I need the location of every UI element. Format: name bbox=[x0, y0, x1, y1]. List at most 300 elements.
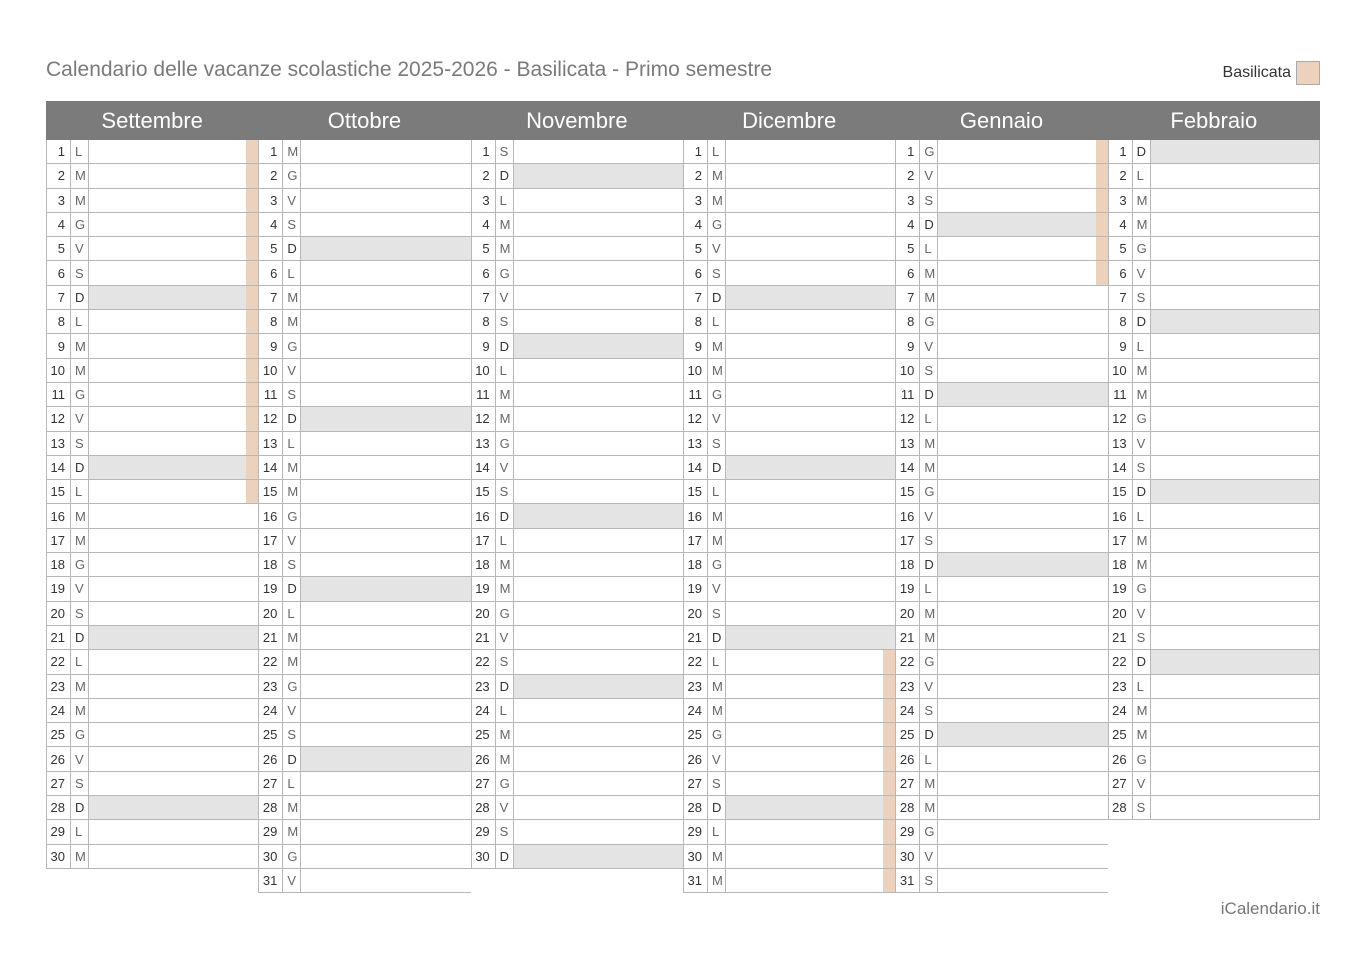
day-note bbox=[938, 480, 1107, 503]
day-note bbox=[514, 261, 683, 284]
day-number: 20 bbox=[471, 602, 496, 625]
weekday-letter: G bbox=[71, 383, 89, 406]
day-note bbox=[301, 820, 470, 843]
weekday-letter: M bbox=[708, 164, 726, 187]
day-note bbox=[89, 723, 258, 746]
day-note bbox=[726, 553, 895, 576]
day-note bbox=[938, 286, 1107, 309]
day-note bbox=[89, 456, 258, 479]
day-number: 8 bbox=[46, 310, 71, 333]
weekday-letter: G bbox=[496, 602, 514, 625]
day-row bbox=[895, 553, 1107, 577]
day-number: 18 bbox=[1108, 553, 1133, 576]
day-row bbox=[471, 359, 683, 383]
day-row bbox=[895, 407, 1107, 431]
day-number: 7 bbox=[683, 286, 708, 309]
day-row bbox=[683, 650, 895, 674]
day-row bbox=[1108, 359, 1320, 383]
weekday-letter: V bbox=[1133, 432, 1151, 455]
weekday-letter: S bbox=[496, 310, 514, 333]
day-row bbox=[258, 359, 470, 383]
day-number: 3 bbox=[46, 189, 71, 212]
day-note bbox=[938, 407, 1107, 430]
day-row bbox=[471, 310, 683, 334]
day-number: 13 bbox=[258, 432, 283, 455]
day-note bbox=[301, 772, 470, 795]
day-row bbox=[1108, 334, 1320, 358]
day-row bbox=[471, 820, 683, 844]
weekday-letter: L bbox=[71, 650, 89, 673]
day-note bbox=[726, 529, 895, 552]
day-row bbox=[258, 626, 470, 650]
day-note bbox=[514, 383, 683, 406]
day-number: 1 bbox=[895, 140, 920, 163]
day-row bbox=[683, 869, 895, 893]
day-number: 19 bbox=[1108, 577, 1133, 600]
weekday-letter: G bbox=[708, 723, 726, 746]
day-number: 27 bbox=[683, 772, 708, 795]
day-note bbox=[301, 456, 470, 479]
day-number: 10 bbox=[1108, 359, 1133, 382]
day-row bbox=[1108, 699, 1320, 723]
weekday-letter: L bbox=[708, 650, 726, 673]
day-row bbox=[895, 456, 1107, 480]
weekday-letter: V bbox=[283, 189, 301, 212]
day-number: 2 bbox=[258, 164, 283, 187]
day-number: 28 bbox=[258, 796, 283, 819]
holiday-marker bbox=[246, 383, 258, 406]
weekday-letter: S bbox=[920, 699, 938, 722]
weekday-letter: S bbox=[71, 602, 89, 625]
weekday-letter: D bbox=[1133, 480, 1151, 503]
day-note bbox=[1151, 140, 1320, 163]
day-number: 28 bbox=[895, 796, 920, 819]
day-row bbox=[258, 869, 470, 893]
day-note bbox=[301, 310, 470, 333]
weekday-letter: D bbox=[496, 504, 514, 527]
month-column bbox=[683, 101, 895, 893]
month-header: Febbraio bbox=[1108, 101, 1320, 140]
day-number: 4 bbox=[1108, 213, 1133, 236]
day-number: 18 bbox=[46, 553, 71, 576]
weekday-letter: M bbox=[708, 504, 726, 527]
day-number: 23 bbox=[471, 675, 496, 698]
day-note bbox=[726, 432, 895, 455]
weekday-letter: M bbox=[920, 796, 938, 819]
day-row bbox=[471, 164, 683, 188]
weekday-letter: L bbox=[496, 699, 514, 722]
day-note bbox=[301, 286, 470, 309]
day-note bbox=[514, 456, 683, 479]
day-note bbox=[89, 480, 258, 503]
weekday-letter: M bbox=[920, 626, 938, 649]
weekday-letter: M bbox=[1133, 723, 1151, 746]
day-number: 30 bbox=[683, 845, 708, 868]
day-note bbox=[301, 189, 470, 212]
day-row bbox=[471, 626, 683, 650]
weekday-letter: G bbox=[1133, 747, 1151, 770]
day-row bbox=[471, 845, 683, 869]
legend bbox=[1223, 60, 1320, 86]
day-row bbox=[46, 650, 258, 674]
weekday-letter: S bbox=[708, 772, 726, 795]
day-note bbox=[1151, 772, 1320, 795]
weekday-letter: M bbox=[920, 456, 938, 479]
weekday-letter: G bbox=[283, 164, 301, 187]
weekday-letter: V bbox=[496, 796, 514, 819]
day-number: 21 bbox=[895, 626, 920, 649]
day-row bbox=[895, 747, 1107, 771]
weekday-letter: D bbox=[283, 577, 301, 600]
weekday-letter: S bbox=[283, 723, 301, 746]
day-note bbox=[301, 334, 470, 357]
day-number: 22 bbox=[895, 650, 920, 673]
day-row bbox=[471, 456, 683, 480]
day-note bbox=[301, 747, 470, 770]
day-note bbox=[514, 140, 683, 163]
day-number: 9 bbox=[683, 334, 708, 357]
day-number: 17 bbox=[895, 529, 920, 552]
weekday-letter: G bbox=[708, 553, 726, 576]
weekday-letter: D bbox=[920, 213, 938, 236]
weekday-letter: M bbox=[1133, 189, 1151, 212]
day-note bbox=[1151, 237, 1320, 260]
day-note bbox=[89, 820, 258, 843]
weekday-letter: S bbox=[708, 261, 726, 284]
weekday-letter: V bbox=[283, 359, 301, 382]
day-row bbox=[895, 820, 1107, 844]
day-number: 7 bbox=[258, 286, 283, 309]
weekday-letter: V bbox=[708, 747, 726, 770]
day-number: 25 bbox=[46, 723, 71, 746]
weekday-letter: L bbox=[283, 432, 301, 455]
day-note bbox=[301, 237, 470, 260]
day-row bbox=[46, 699, 258, 723]
weekday-letter: M bbox=[708, 675, 726, 698]
day-row bbox=[46, 383, 258, 407]
day-number: 27 bbox=[895, 772, 920, 795]
day-row bbox=[895, 261, 1107, 285]
day-row bbox=[683, 626, 895, 650]
day-number: 1 bbox=[683, 140, 708, 163]
holiday-marker bbox=[883, 723, 895, 746]
weekday-letter: L bbox=[283, 602, 301, 625]
weekday-letter: L bbox=[920, 747, 938, 770]
day-note bbox=[938, 626, 1107, 649]
day-note bbox=[301, 359, 470, 382]
weekday-letter: M bbox=[496, 237, 514, 260]
day-note bbox=[89, 553, 258, 576]
day-row bbox=[471, 675, 683, 699]
day-note bbox=[938, 796, 1107, 819]
day-row bbox=[1108, 577, 1320, 601]
day-note bbox=[1151, 699, 1320, 722]
day-number: 5 bbox=[471, 237, 496, 260]
day-note bbox=[301, 845, 470, 868]
day-row bbox=[258, 747, 470, 771]
day-number: 15 bbox=[46, 480, 71, 503]
weekday-letter: V bbox=[708, 407, 726, 430]
holiday-marker bbox=[246, 407, 258, 430]
day-number: 31 bbox=[258, 869, 283, 892]
day-note bbox=[89, 699, 258, 722]
month-header: Settembre bbox=[46, 101, 258, 140]
day-note bbox=[1151, 723, 1320, 746]
day-row bbox=[471, 140, 683, 164]
day-number: 11 bbox=[683, 383, 708, 406]
day-note bbox=[1151, 602, 1320, 625]
day-note bbox=[1151, 213, 1320, 236]
weekday-letter: M bbox=[920, 772, 938, 795]
day-note bbox=[726, 796, 895, 819]
day-number: 8 bbox=[1108, 310, 1133, 333]
day-row bbox=[895, 577, 1107, 601]
day-row bbox=[683, 189, 895, 213]
day-number: 16 bbox=[895, 504, 920, 527]
day-note bbox=[726, 699, 895, 722]
day-row bbox=[471, 213, 683, 237]
day-note bbox=[726, 407, 895, 430]
day-row bbox=[46, 286, 258, 310]
weekday-letter: M bbox=[283, 310, 301, 333]
day-number: 18 bbox=[258, 553, 283, 576]
day-row bbox=[471, 723, 683, 747]
day-row bbox=[895, 626, 1107, 650]
day-number: 27 bbox=[46, 772, 71, 795]
weekday-letter: V bbox=[708, 237, 726, 260]
day-note bbox=[726, 334, 895, 357]
weekday-letter: S bbox=[496, 650, 514, 673]
weekday-letter: M bbox=[708, 529, 726, 552]
day-row bbox=[683, 432, 895, 456]
weekday-letter: M bbox=[283, 626, 301, 649]
weekday-letter: S bbox=[1133, 286, 1151, 309]
weekday-letter: M bbox=[283, 286, 301, 309]
day-number: 5 bbox=[1108, 237, 1133, 260]
day-row bbox=[683, 699, 895, 723]
month-column bbox=[1108, 101, 1320, 893]
day-row bbox=[258, 723, 470, 747]
day-row bbox=[258, 772, 470, 796]
day-number: 14 bbox=[46, 456, 71, 479]
weekday-letter: G bbox=[283, 504, 301, 527]
day-row bbox=[683, 602, 895, 626]
day-number: 21 bbox=[1108, 626, 1133, 649]
day-note bbox=[514, 310, 683, 333]
day-row bbox=[46, 480, 258, 504]
day-row bbox=[471, 772, 683, 796]
day-number: 1 bbox=[258, 140, 283, 163]
day-note bbox=[89, 213, 258, 236]
day-note bbox=[514, 820, 683, 843]
day-row bbox=[683, 820, 895, 844]
day-number: 23 bbox=[683, 675, 708, 698]
day-note bbox=[1151, 529, 1320, 552]
day-number: 20 bbox=[683, 602, 708, 625]
weekday-letter: S bbox=[496, 820, 514, 843]
day-note bbox=[1151, 189, 1320, 212]
day-note bbox=[726, 845, 895, 868]
day-note bbox=[89, 407, 258, 430]
holiday-marker bbox=[246, 261, 258, 284]
day-note bbox=[89, 845, 258, 868]
weekday-letter: V bbox=[920, 164, 938, 187]
weekday-letter: M bbox=[496, 747, 514, 770]
day-note bbox=[726, 602, 895, 625]
weekday-letter: G bbox=[920, 480, 938, 503]
day-number: 24 bbox=[46, 699, 71, 722]
day-note bbox=[514, 237, 683, 260]
holiday-marker bbox=[246, 310, 258, 333]
day-row bbox=[258, 820, 470, 844]
day-row bbox=[895, 310, 1107, 334]
weekday-letter: M bbox=[283, 480, 301, 503]
weekday-letter: S bbox=[920, 189, 938, 212]
day-note bbox=[301, 529, 470, 552]
weekday-letter: L bbox=[708, 820, 726, 843]
day-row bbox=[1108, 529, 1320, 553]
day-row bbox=[1108, 383, 1320, 407]
day-number: 22 bbox=[258, 650, 283, 673]
day-number: 22 bbox=[46, 650, 71, 673]
day-note bbox=[938, 432, 1107, 455]
weekday-letter: L bbox=[71, 820, 89, 843]
day-row bbox=[471, 286, 683, 310]
day-number: 4 bbox=[46, 213, 71, 236]
day-number: 27 bbox=[471, 772, 496, 795]
day-note bbox=[726, 164, 895, 187]
day-note bbox=[726, 504, 895, 527]
day-number: 7 bbox=[46, 286, 71, 309]
day-number: 7 bbox=[1108, 286, 1133, 309]
weekday-letter: M bbox=[496, 383, 514, 406]
day-row bbox=[471, 504, 683, 528]
day-note bbox=[89, 650, 258, 673]
day-note bbox=[726, 626, 895, 649]
weekday-letter: D bbox=[283, 747, 301, 770]
day-row bbox=[895, 772, 1107, 796]
holiday-marker bbox=[246, 432, 258, 455]
day-number: 25 bbox=[895, 723, 920, 746]
day-row bbox=[258, 650, 470, 674]
day-row bbox=[46, 577, 258, 601]
weekday-letter: V bbox=[71, 747, 89, 770]
day-number: 3 bbox=[895, 189, 920, 212]
day-number: 26 bbox=[46, 747, 71, 770]
month-column bbox=[46, 101, 258, 893]
day-note bbox=[938, 164, 1107, 187]
day-row bbox=[258, 261, 470, 285]
weekday-letter: M bbox=[1133, 213, 1151, 236]
day-number: 26 bbox=[258, 747, 283, 770]
weekday-letter: V bbox=[1133, 602, 1151, 625]
weekday-letter: V bbox=[496, 626, 514, 649]
day-row bbox=[258, 164, 470, 188]
holiday-marker bbox=[246, 164, 258, 187]
day-note bbox=[726, 723, 895, 746]
day-row bbox=[258, 286, 470, 310]
day-row bbox=[1108, 553, 1320, 577]
weekday-letter: S bbox=[920, 529, 938, 552]
day-row bbox=[471, 383, 683, 407]
weekday-letter: M bbox=[283, 796, 301, 819]
day-row bbox=[46, 189, 258, 213]
day-row bbox=[683, 723, 895, 747]
day-number: 8 bbox=[683, 310, 708, 333]
day-note bbox=[726, 869, 895, 892]
weekday-letter: D bbox=[71, 796, 89, 819]
day-number: 9 bbox=[46, 334, 71, 357]
holiday-marker bbox=[883, 747, 895, 770]
day-number: 2 bbox=[471, 164, 496, 187]
day-note bbox=[938, 699, 1107, 722]
day-row bbox=[683, 261, 895, 285]
day-number: 30 bbox=[258, 845, 283, 868]
day-note bbox=[938, 140, 1107, 163]
day-note bbox=[514, 723, 683, 746]
day-note bbox=[1151, 626, 1320, 649]
day-number: 9 bbox=[258, 334, 283, 357]
day-note bbox=[514, 432, 683, 455]
day-number: 4 bbox=[683, 213, 708, 236]
day-row bbox=[471, 553, 683, 577]
day-row bbox=[683, 334, 895, 358]
weekday-letter: L bbox=[283, 261, 301, 284]
day-number: 31 bbox=[683, 869, 708, 892]
day-number: 19 bbox=[683, 577, 708, 600]
day-row bbox=[895, 189, 1107, 213]
day-number: 12 bbox=[683, 407, 708, 430]
day-note bbox=[89, 334, 258, 357]
day-number: 8 bbox=[895, 310, 920, 333]
day-number: 17 bbox=[471, 529, 496, 552]
day-row bbox=[471, 747, 683, 771]
weekday-letter: V bbox=[1133, 772, 1151, 795]
day-number: 3 bbox=[471, 189, 496, 212]
day-note bbox=[1151, 164, 1320, 187]
day-note bbox=[726, 772, 895, 795]
holiday-marker bbox=[883, 772, 895, 795]
weekday-letter: M bbox=[71, 845, 89, 868]
weekday-letter: S bbox=[71, 432, 89, 455]
weekday-letter: G bbox=[920, 140, 938, 163]
day-row bbox=[683, 504, 895, 528]
weekday-letter: M bbox=[71, 699, 89, 722]
day-note bbox=[89, 237, 258, 260]
day-note bbox=[514, 772, 683, 795]
day-note bbox=[938, 602, 1107, 625]
day-number: 24 bbox=[258, 699, 283, 722]
day-number: 15 bbox=[895, 480, 920, 503]
holiday-marker bbox=[246, 237, 258, 260]
day-row bbox=[46, 820, 258, 844]
weekday-letter: M bbox=[708, 869, 726, 892]
day-row bbox=[683, 845, 895, 869]
day-note bbox=[1151, 383, 1320, 406]
weekday-letter: D bbox=[71, 286, 89, 309]
day-number: 16 bbox=[46, 504, 71, 527]
day-row bbox=[46, 407, 258, 431]
day-row bbox=[1108, 261, 1320, 285]
weekday-letter: V bbox=[1133, 261, 1151, 284]
weekday-letter: S bbox=[708, 602, 726, 625]
weekday-letter: D bbox=[496, 164, 514, 187]
weekday-letter: S bbox=[496, 140, 514, 163]
day-number: 12 bbox=[895, 407, 920, 430]
day-note bbox=[726, 140, 895, 163]
weekday-letter: V bbox=[71, 577, 89, 600]
day-note bbox=[514, 845, 683, 868]
